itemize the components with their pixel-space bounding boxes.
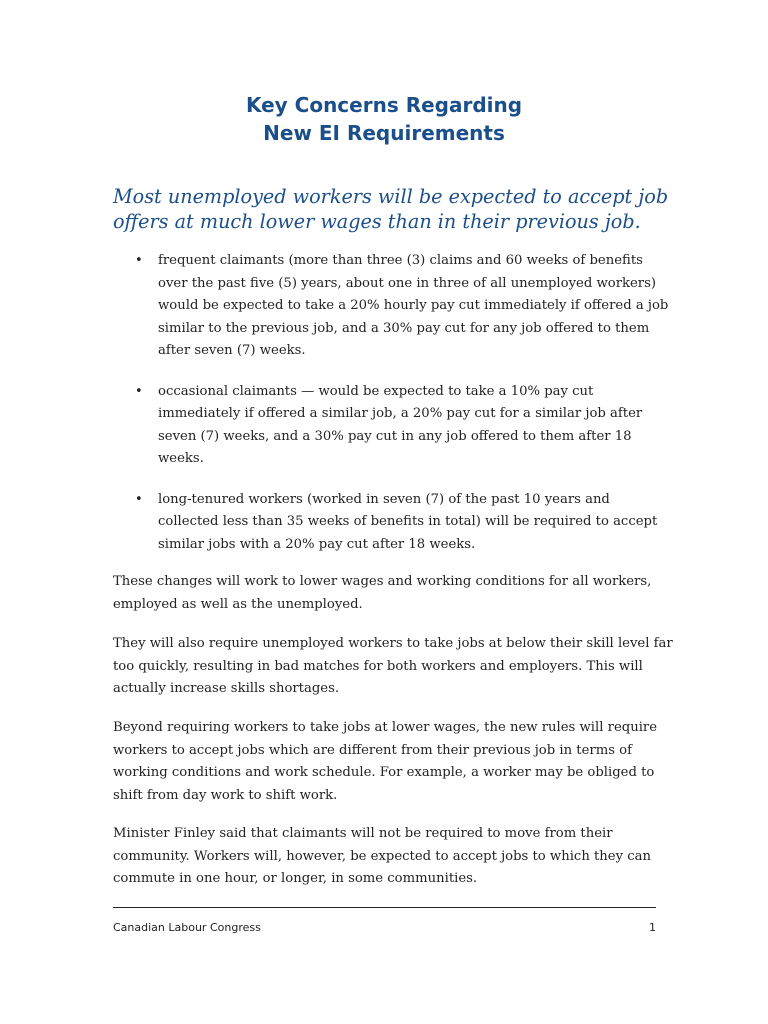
bullet-item-frequent-claimants	[113, 250, 673, 363]
paragraph-working-conditions: Beyond requiring workers to take jobs at lower wages, the new rules will require workers to accept jobs which are different from their previous job in terms of working conditions and work schedule. For example, a worker may be obliged to shift from day work to shift work.	[113, 720, 658, 803]
footer-organization: Canadian Labour Congress	[113, 921, 261, 934]
paragraph-skill-level: They will also require unemployed workers to take jobs at below their skill level far too quickly, resulting in bad matches for both workers and employers. This will actually increase skills shortages.	[113, 636, 673, 696]
bullet-marker: •	[135, 383, 143, 399]
footer-divider	[113, 907, 656, 908]
page-title-line-2: New EI Requirements	[263, 121, 505, 145]
bullet-text: frequent claimants (more than three (3) claims and 60 weeks of benefits over the past five (5) years, about one in three of all unemployed workers) would be expected to take a 20% hourly pay cut immediately if offered a job similar to the previous job, and a 30% pay cut for any job offered to them after seven (7) weeks.	[158, 253, 669, 358]
paragraph-commute: Minister Finley said that claimants will not be required to move from their community. Workers will, however, be expected to accept jobs to which they can commute in one hour, or longer, in some communities.	[113, 826, 651, 886]
bullet-item-long-tenured-workers	[113, 489, 673, 557]
bullet-text: occasional claimants — would be expected to take a 10% pay cut immediately if offered a similar job, a 20% pay cut for a similar job after seven (7) weeks, and a 30% pay cut in any job offered to them after 18 weeks.	[158, 383, 643, 466]
bullet-marker: •	[135, 253, 143, 268]
footer-page-number: 1	[649, 921, 656, 934]
subtitle: Most unemployed workers will be expected to accept job offers at much lower wages than in their previous job.	[113, 185, 669, 233]
bullet-text: long-tenured workers (worked in seven (7) of the past 10 years and collected less than 35 weeks of benefits in total) will be required to accept similar jobs with a 20% pay cut after 18 weeks.	[158, 491, 658, 552]
bullet-list	[113, 250, 673, 574]
bullet-item-occasional-claimants	[113, 381, 673, 471]
page-title-line-1: Key Concerns Regarding	[245, 93, 523, 117]
paragraph-wages: These changes will work to lower wages and working conditions for all workers, employed as well as the unemployed.	[113, 574, 652, 612]
bullet-marker: •	[135, 491, 143, 507]
